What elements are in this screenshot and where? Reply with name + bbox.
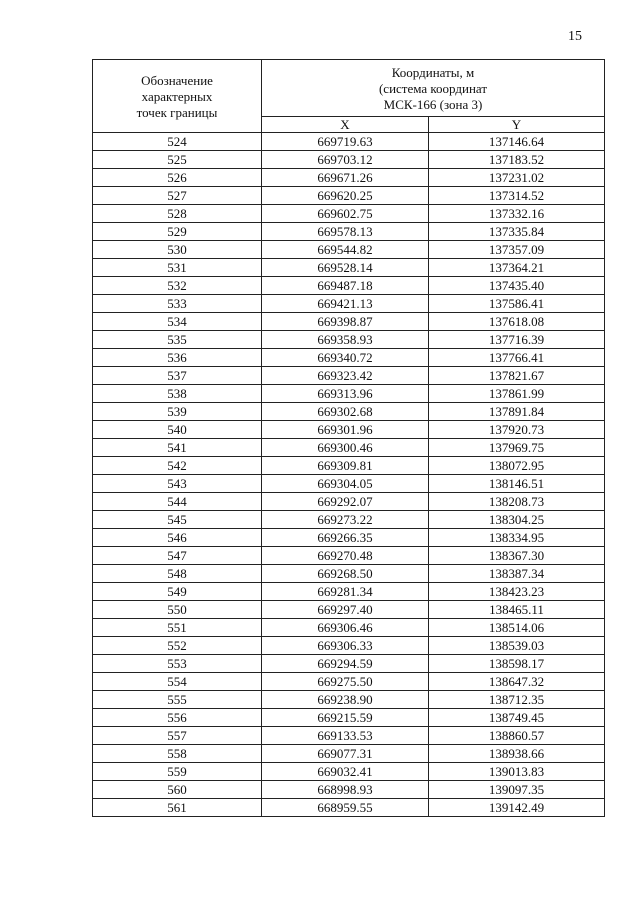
x-coordinate-cell: 669719.63 bbox=[262, 133, 429, 151]
x-coordinate-cell: 669313.96 bbox=[262, 385, 429, 403]
x-coordinate-cell: 669306.33 bbox=[262, 637, 429, 655]
table-row bbox=[93, 169, 605, 187]
x-coordinate-cell: 669358.93 bbox=[262, 331, 429, 349]
point-id-cell: 527 bbox=[93, 187, 262, 205]
y-coordinate-cell: 137335.84 bbox=[429, 223, 605, 241]
y-coordinate-cell: 138860.57 bbox=[429, 727, 605, 745]
y-coordinate-cell: 138749.45 bbox=[429, 709, 605, 727]
point-id-cell: 547 bbox=[93, 547, 262, 565]
y-coordinate-cell: 139013.83 bbox=[429, 763, 605, 781]
x-coordinate-cell: 669671.26 bbox=[262, 169, 429, 187]
x-coordinate-cell: 669275.50 bbox=[262, 673, 429, 691]
table-row bbox=[93, 277, 605, 295]
x-coordinate-cell: 669421.13 bbox=[262, 295, 429, 313]
x-coordinate-cell: 669528.14 bbox=[262, 259, 429, 277]
table-row bbox=[93, 205, 605, 223]
y-coordinate-cell: 138465.11 bbox=[429, 601, 605, 619]
page-number: 15 bbox=[568, 29, 582, 44]
point-id-cell: 561 bbox=[93, 799, 262, 817]
point-id-cell: 537 bbox=[93, 367, 262, 385]
header-point-line: характерных bbox=[141, 89, 213, 104]
table-row bbox=[93, 583, 605, 601]
x-coordinate-cell: 669133.53 bbox=[262, 727, 429, 745]
y-coordinate-cell: 138072.95 bbox=[429, 457, 605, 475]
y-coordinate-cell: 137586.41 bbox=[429, 295, 605, 313]
table-body bbox=[93, 60, 605, 817]
x-coordinate-cell: 668998.93 bbox=[262, 781, 429, 799]
y-coordinate-cell: 137314.52 bbox=[429, 187, 605, 205]
x-coordinate-cell: 669487.18 bbox=[262, 277, 429, 295]
x-coordinate-cell: 669340.72 bbox=[262, 349, 429, 367]
table-row bbox=[93, 313, 605, 331]
y-coordinate-cell: 138539.03 bbox=[429, 637, 605, 655]
table-row bbox=[93, 151, 605, 169]
x-coordinate-cell: 669544.82 bbox=[262, 241, 429, 259]
x-coordinate-cell: 669578.13 bbox=[262, 223, 429, 241]
header-coordinates-line: (система координат bbox=[378, 81, 488, 96]
table-row bbox=[93, 349, 605, 367]
x-coordinate-cell: 669294.59 bbox=[262, 655, 429, 673]
point-id-cell: 531 bbox=[93, 259, 262, 277]
header-coordinates-line: МСК-166 (зона 3) bbox=[383, 97, 483, 112]
x-coordinate-cell: 669292.07 bbox=[262, 493, 429, 511]
x-coordinate-cell: 669215.59 bbox=[262, 709, 429, 727]
point-id-cell: 546 bbox=[93, 529, 262, 547]
x-coordinate-cell: 669306.46 bbox=[262, 619, 429, 637]
y-coordinate-cell: 137364.21 bbox=[429, 259, 605, 277]
header-point-line: Обозначение bbox=[141, 73, 213, 88]
point-id-cell: 542 bbox=[93, 457, 262, 475]
point-id-cell: 554 bbox=[93, 673, 262, 691]
point-id-cell: 551 bbox=[93, 619, 262, 637]
header-point-line: точек границы bbox=[136, 105, 218, 120]
x-coordinate-cell: 669281.34 bbox=[262, 583, 429, 601]
table-row bbox=[93, 367, 605, 385]
table-row bbox=[93, 385, 605, 403]
x-coordinate-cell: 669270.48 bbox=[262, 547, 429, 565]
y-coordinate-cell: 138387.34 bbox=[429, 565, 605, 583]
point-id-cell: 529 bbox=[93, 223, 262, 241]
table-row bbox=[93, 565, 605, 583]
table-row bbox=[93, 745, 605, 763]
x-coordinate-cell: 669302.68 bbox=[262, 403, 429, 421]
point-id-cell: 541 bbox=[93, 439, 262, 457]
header-coordinates bbox=[262, 60, 605, 117]
y-coordinate-cell: 137969.75 bbox=[429, 439, 605, 457]
point-id-cell: 553 bbox=[93, 655, 262, 673]
y-coordinate-cell: 138514.06 bbox=[429, 619, 605, 637]
table-row bbox=[93, 403, 605, 421]
x-coordinate-cell: 669620.25 bbox=[262, 187, 429, 205]
y-coordinate-cell: 138647.32 bbox=[429, 673, 605, 691]
table-row bbox=[93, 457, 605, 475]
y-coordinate-cell: 137183.52 bbox=[429, 151, 605, 169]
x-coordinate-cell: 669273.22 bbox=[262, 511, 429, 529]
x-coordinate-cell: 669238.90 bbox=[262, 691, 429, 709]
point-id-cell: 528 bbox=[93, 205, 262, 223]
y-coordinate-cell: 138712.35 bbox=[429, 691, 605, 709]
point-id-cell: 539 bbox=[93, 403, 262, 421]
table-row bbox=[93, 223, 605, 241]
table-row bbox=[93, 259, 605, 277]
x-coordinate-cell: 669304.05 bbox=[262, 475, 429, 493]
x-coordinate-cell: 669268.50 bbox=[262, 565, 429, 583]
point-id-cell: 557 bbox=[93, 727, 262, 745]
x-coordinate-cell: 668959.55 bbox=[262, 799, 429, 817]
table-row bbox=[93, 673, 605, 691]
x-coordinate-cell: 669266.35 bbox=[262, 529, 429, 547]
table-header-row bbox=[93, 60, 605, 117]
point-id-cell: 530 bbox=[93, 241, 262, 259]
table-row bbox=[93, 709, 605, 727]
point-id-cell: 559 bbox=[93, 763, 262, 781]
table-row bbox=[93, 637, 605, 655]
table-row bbox=[93, 421, 605, 439]
point-id-cell: 525 bbox=[93, 151, 262, 169]
y-coordinate-cell: 139097.35 bbox=[429, 781, 605, 799]
x-coordinate-cell: 669032.41 bbox=[262, 763, 429, 781]
table-row bbox=[93, 331, 605, 349]
coordinates-table bbox=[92, 59, 605, 817]
x-coordinate-cell: 669398.87 bbox=[262, 313, 429, 331]
point-id-cell: 549 bbox=[93, 583, 262, 601]
y-coordinate-cell: 138304.25 bbox=[429, 511, 605, 529]
y-coordinate-cell: 137357.09 bbox=[429, 241, 605, 259]
y-coordinate-cell: 137146.64 bbox=[429, 133, 605, 151]
x-coordinate-cell: 669602.75 bbox=[262, 205, 429, 223]
point-id-cell: 560 bbox=[93, 781, 262, 799]
table-row bbox=[93, 799, 605, 817]
table-row bbox=[93, 547, 605, 565]
y-coordinate-cell: 137861.99 bbox=[429, 385, 605, 403]
point-id-cell: 552 bbox=[93, 637, 262, 655]
x-coordinate-cell: 669323.42 bbox=[262, 367, 429, 385]
header-point-designation bbox=[93, 60, 262, 133]
table-row bbox=[93, 763, 605, 781]
point-id-cell: 536 bbox=[93, 349, 262, 367]
table-row bbox=[93, 439, 605, 457]
y-coordinate-cell: 139142.49 bbox=[429, 799, 605, 817]
y-coordinate-cell: 137920.73 bbox=[429, 421, 605, 439]
y-coordinate-cell: 137332.16 bbox=[429, 205, 605, 223]
y-coordinate-cell: 138938.66 bbox=[429, 745, 605, 763]
y-coordinate-cell: 138208.73 bbox=[429, 493, 605, 511]
table-row bbox=[93, 493, 605, 511]
y-coordinate-cell: 137821.67 bbox=[429, 367, 605, 385]
table-row bbox=[93, 475, 605, 493]
point-id-cell: 544 bbox=[93, 493, 262, 511]
point-id-cell: 538 bbox=[93, 385, 262, 403]
table-row bbox=[93, 727, 605, 745]
y-coordinate-cell: 138423.23 bbox=[429, 583, 605, 601]
x-coordinate-cell: 669703.12 bbox=[262, 151, 429, 169]
table-row bbox=[93, 601, 605, 619]
header-coordinates-line: Координаты, м bbox=[391, 65, 475, 80]
table-row bbox=[93, 295, 605, 313]
point-id-cell: 540 bbox=[93, 421, 262, 439]
point-id-cell: 532 bbox=[93, 277, 262, 295]
point-id-cell: 524 bbox=[93, 133, 262, 151]
x-coordinate-cell: 669077.31 bbox=[262, 745, 429, 763]
point-id-cell: 534 bbox=[93, 313, 262, 331]
x-coordinate-cell: 669297.40 bbox=[262, 601, 429, 619]
point-id-cell: 526 bbox=[93, 169, 262, 187]
table-row bbox=[93, 187, 605, 205]
table-row bbox=[93, 781, 605, 799]
y-coordinate-cell: 137618.08 bbox=[429, 313, 605, 331]
x-coordinate-cell: 669300.46 bbox=[262, 439, 429, 457]
table-row bbox=[93, 133, 605, 151]
table-row bbox=[93, 241, 605, 259]
point-id-cell: 548 bbox=[93, 565, 262, 583]
y-coordinate-cell: 137231.02 bbox=[429, 169, 605, 187]
point-id-cell: 550 bbox=[93, 601, 262, 619]
table-row bbox=[93, 511, 605, 529]
point-id-cell: 555 bbox=[93, 691, 262, 709]
y-coordinate-cell: 137891.84 bbox=[429, 403, 605, 421]
y-coordinate-cell: 138334.95 bbox=[429, 529, 605, 547]
point-id-cell: 535 bbox=[93, 331, 262, 349]
x-coordinate-cell: 669309.81 bbox=[262, 457, 429, 475]
point-id-cell: 543 bbox=[93, 475, 262, 493]
y-coordinate-cell: 138367.30 bbox=[429, 547, 605, 565]
y-coordinate-cell: 137716.39 bbox=[429, 331, 605, 349]
header-x: X bbox=[262, 117, 429, 133]
table-row bbox=[93, 655, 605, 673]
point-id-cell: 533 bbox=[93, 295, 262, 313]
table-row bbox=[93, 529, 605, 547]
header-y: Y bbox=[429, 117, 605, 133]
table-row bbox=[93, 619, 605, 637]
y-coordinate-cell: 138598.17 bbox=[429, 655, 605, 673]
point-id-cell: 556 bbox=[93, 709, 262, 727]
y-coordinate-cell: 137766.41 bbox=[429, 349, 605, 367]
x-coordinate-cell: 669301.96 bbox=[262, 421, 429, 439]
point-id-cell: 545 bbox=[93, 511, 262, 529]
point-id-cell: 558 bbox=[93, 745, 262, 763]
y-coordinate-cell: 137435.40 bbox=[429, 277, 605, 295]
y-coordinate-cell: 138146.51 bbox=[429, 475, 605, 493]
table-row bbox=[93, 691, 605, 709]
